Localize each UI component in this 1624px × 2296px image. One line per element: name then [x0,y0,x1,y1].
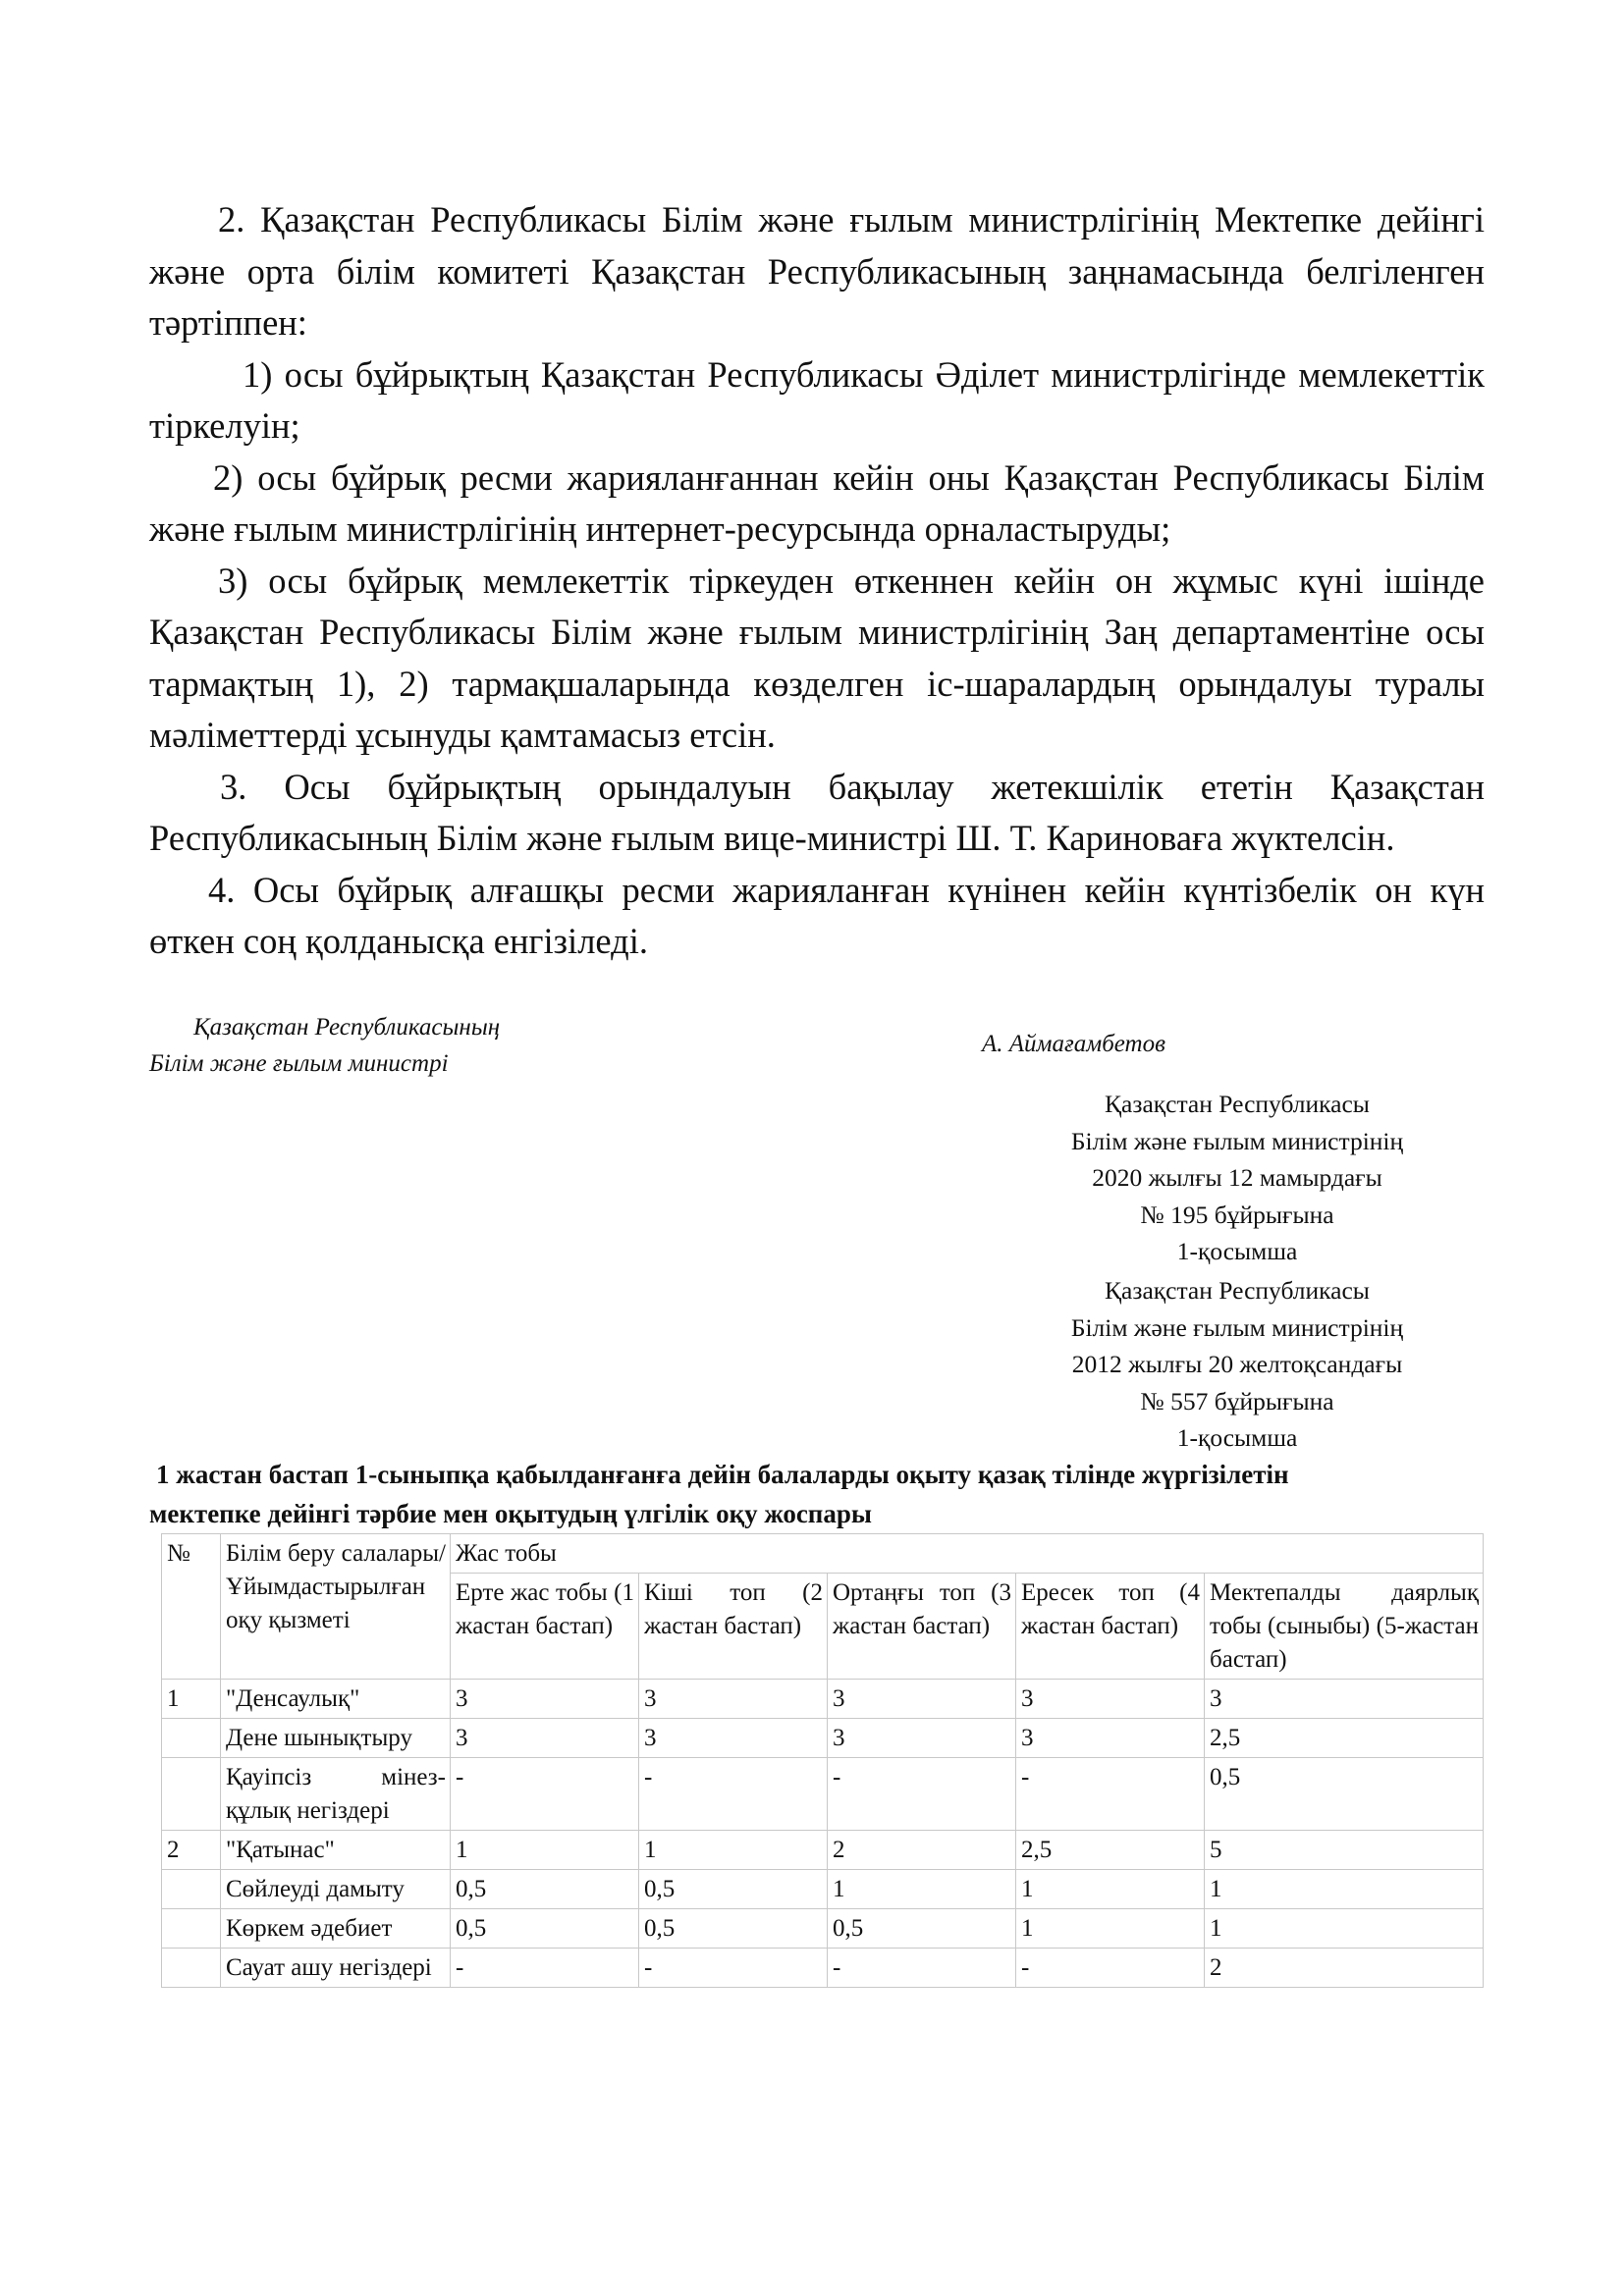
signer-line-1: Қазақстан Республикасының [193,1014,501,1041]
row-hours-cell: 1 [639,1831,828,1870]
row-hours-cell: 0,5 [451,1870,639,1909]
subparagraph-1: 1) осы бұйрықтың Қазақстан Республикасы Әділет министрлігінде мемлекеттік тіркелуін; [149,353,1485,446]
annex-line: № 557 бұйрығына [1140,1386,1334,1415]
annex-line: Қазақстан Республикасы [1105,1276,1370,1305]
table-body [162,1680,1484,1988]
header-group-senior: Ересек топ (4 жастан бастап) [1016,1574,1205,1680]
row-hours-cell: 0,5 [451,1909,639,1949]
annex-line: Қазақстан Республикасы [1105,1090,1370,1118]
table-row [162,1680,1484,1719]
row-number [162,1719,221,1758]
row-hours-cell: 2,5 [1016,1831,1205,1870]
header-group-early: Ерте жас тобы (1 жастан бастап) [451,1574,639,1680]
paragraph-2: 2. Қазақстан Республикасы Білім және ғылым министрлігінің Мектепке дейінгі және орта білім комитеті Қазақстан Республикасының заңнамасында белгіленген тәртіппен: [149,199,1485,343]
header-group-preschool: Мектепалды даярлық тобы (сыныбы) (5-жастан бастап) [1205,1574,1484,1680]
signer-line-2: Білім және ғылым министрі [149,1050,449,1077]
annex-line: 2012 жылғы 20 желтоқсандағы [1071,1350,1403,1378]
table-row [162,1949,1484,1988]
body-text [149,194,1485,968]
row-hours-cell: 2,5 [1205,1719,1484,1758]
row-hours-cell: - [828,1758,1016,1831]
table-row [162,1870,1484,1909]
row-hours-cell: 1 [1205,1870,1484,1909]
row-number [162,1949,221,1988]
row-hours-cell: 2 [828,1831,1016,1870]
signer-title [149,1009,500,1082]
signer-name: А. Аймағамбетов [982,1031,1165,1057]
row-hours-cell: 0,5 [639,1870,828,1909]
row-hours-cell: 1 [1016,1909,1205,1949]
subparagraph-2: 2) осы бұйрық ресми жарияланғаннан кейін оны Қазақстан Республикасы Білім және ғылым министрлігінің интернет-ресурсында орналастыруды; [149,456,1485,549]
header-group-junior: Кіші топ (2 жастан бастап) [639,1574,828,1680]
paragraph-3: 3. Осы бұйрықтың орындалуын бақылау жетекшілік ететін Қазақстан Республикасының Білім және ғылым вице-министрі Ш. Т. Кариноваға жүктелсін. [149,766,1485,858]
row-hours-cell: - [639,1758,828,1831]
annex-line: Білім және ғылым министрінің [1070,1312,1404,1342]
paragraph-4: 4. Осы бұйрық алғашқы ресми жарияланған күнінен кейін күнтізбелік он күн өткен соң қолданысқа енгізіледі. [149,869,1485,961]
row-hours-cell: 3 [828,1680,1016,1719]
row-hours-cell: - [451,1949,639,1988]
table-row [162,1758,1484,1831]
row-education-area: "Денсаулық" [221,1680,451,1719]
row-hours-cell: - [1016,1949,1205,1988]
table-title-line-1: 1 жастан бастап 1-сыныпқа қабылданғанға дейін балаларды оқыту қазақ тілінде жүргізілетін [156,1460,1289,1489]
header-number: № [162,1534,221,1680]
table-row [162,1719,1484,1758]
table-title-line-2: мектепке дейінгі тәрбие мен оқытудың үлгілік оқу жоспары [149,1499,872,1528]
row-education-area: Сөйлеуді дамыту [221,1870,451,1909]
table-row [162,1909,1484,1949]
row-hours-cell: 3 [1016,1680,1205,1719]
row-hours-cell: 3 [451,1719,639,1758]
row-hours-cell: 3 [1016,1719,1205,1758]
row-hours-cell: 1 [1205,1909,1484,1949]
row-number: 2 [162,1831,221,1870]
row-education-area: Сауат ашу негіздері [221,1949,451,1988]
annex-block-1 [1001,1086,1473,1270]
row-education-area: Қауіпсіз мінез-құлық негіздері [221,1758,451,1831]
row-hours-cell: - [451,1758,639,1831]
row-hours-cell: - [1016,1758,1205,1831]
annex-line: 1-қосымша [1176,1423,1298,1452]
row-education-area: "Қатынас" [221,1831,451,1870]
row-hours-cell: 2 [1205,1949,1484,1988]
row-hours-cell: 0,5 [828,1909,1016,1949]
row-education-area: Көркем әдебиет [221,1909,451,1949]
header-education-area: Білім беру салалары/ Ұйымдастырылған оқу қызметі [221,1534,451,1680]
row-hours-cell: 1 [828,1870,1016,1909]
curriculum-table [161,1533,1484,1988]
row-hours-cell: 3 [1205,1680,1484,1719]
header-group-middle: Ортаңғы топ (3 жастан бастап) [828,1574,1016,1680]
row-hours-cell: 1 [1016,1870,1205,1909]
table-row [162,1831,1484,1870]
row-hours-cell: - [828,1949,1016,1988]
row-hours-cell: 0,5 [639,1909,828,1949]
row-hours-cell: 3 [828,1719,1016,1758]
annex-line: Білім және ғылым министрінің [1070,1126,1404,1155]
table-title [149,1455,1485,1533]
row-number: 1 [162,1680,221,1719]
row-hours-cell: 3 [639,1719,828,1758]
row-number [162,1870,221,1909]
row-education-area: Дене шынықтыру [221,1719,451,1758]
row-hours-cell: 3 [639,1680,828,1719]
row-hours-cell: - [639,1949,828,1988]
annex-block-2 [1001,1272,1473,1457]
row-number [162,1909,221,1949]
row-hours-cell: 0,5 [1205,1758,1484,1831]
row-hours-cell: 3 [451,1680,639,1719]
subparagraph-3: 3) осы бұйрық мемлекеттік тіркеуден өткеннен кейін он жұмыс күні ішінде Қазақстан Республикасы Білім және ғылым министрлігінің Заң департаментіне осы тармақтың 1), 2) тармақшаларында көзделген іс-шаралардың орындалуы туралы мәліметтерді ұсынуды қамтамасыз етсін. [149,560,1485,755]
annex-line: № 195 бұйрығына [1140,1200,1334,1229]
table-header-row [162,1534,1484,1574]
row-hours-cell: 1 [451,1831,639,1870]
row-number [162,1758,221,1831]
annex-line: 1-қосымша [1176,1237,1298,1265]
annex-line: 2020 жылғы 12 мамырдағы [1092,1163,1382,1192]
header-age-group: Жас тобы [451,1534,1484,1574]
row-hours-cell: 5 [1205,1831,1484,1870]
